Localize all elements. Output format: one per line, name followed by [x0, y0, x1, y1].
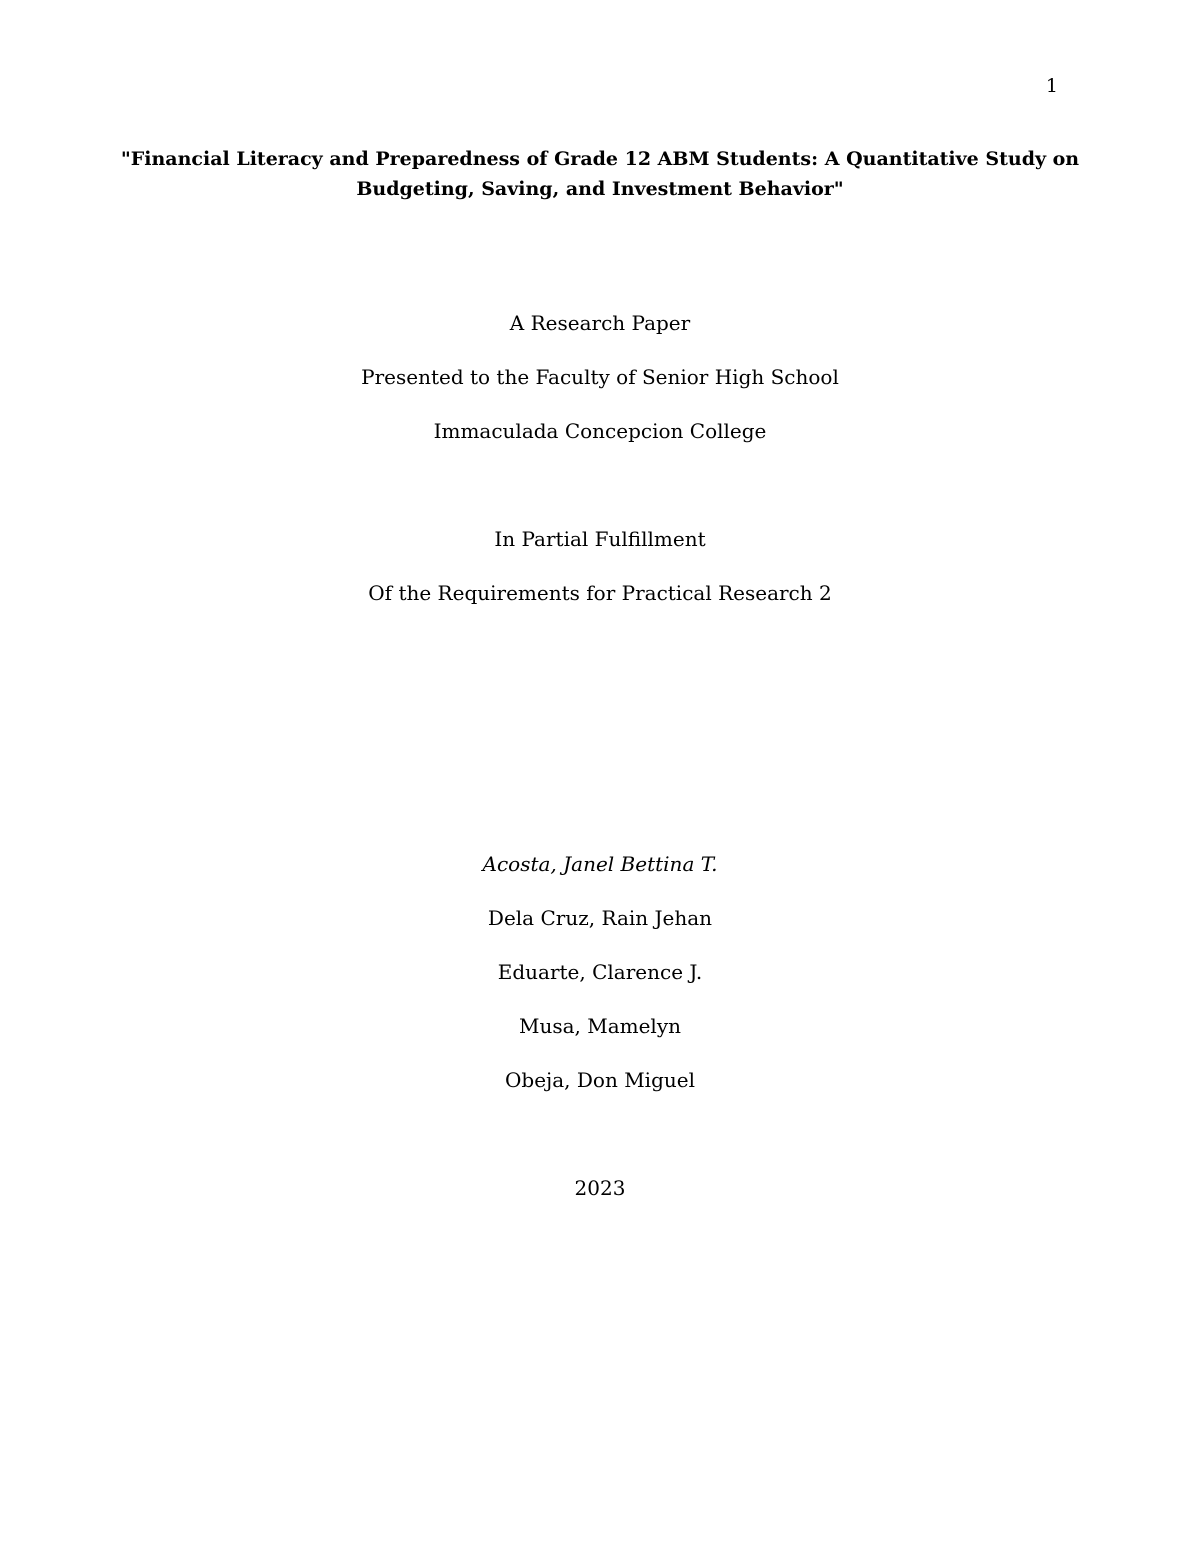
fulfillment-line-1: In Partial Fulfillment	[494, 527, 706, 551]
page-number: 1	[1045, 75, 1058, 97]
fulfillment-line-2: Of the Requirements for Practical Research 2	[368, 581, 832, 605]
paper-title: "Financial Literacy and Preparedness of Grade 12 ABM Students: A Quantitative Study on Budgeting, Saving, and Investment Behavior"	[120, 148, 1080, 200]
presented-to: Presented to the Faculty of Senior High School	[361, 365, 839, 389]
document-type: A Research Paper	[509, 311, 691, 335]
author-name: Obeja, Don Miguel	[505, 1068, 695, 1092]
author-name: Dela Cruz, Rain Jehan	[487, 906, 713, 930]
author-name: Eduarte, Clarence J.	[497, 960, 703, 984]
institution-name: Immaculada Concepcion College	[433, 419, 767, 443]
author-name: Musa, Mamelyn	[518, 1014, 682, 1038]
year: 2023	[574, 1176, 626, 1200]
author-name: Acosta, Janel Bettina T.	[482, 852, 718, 876]
